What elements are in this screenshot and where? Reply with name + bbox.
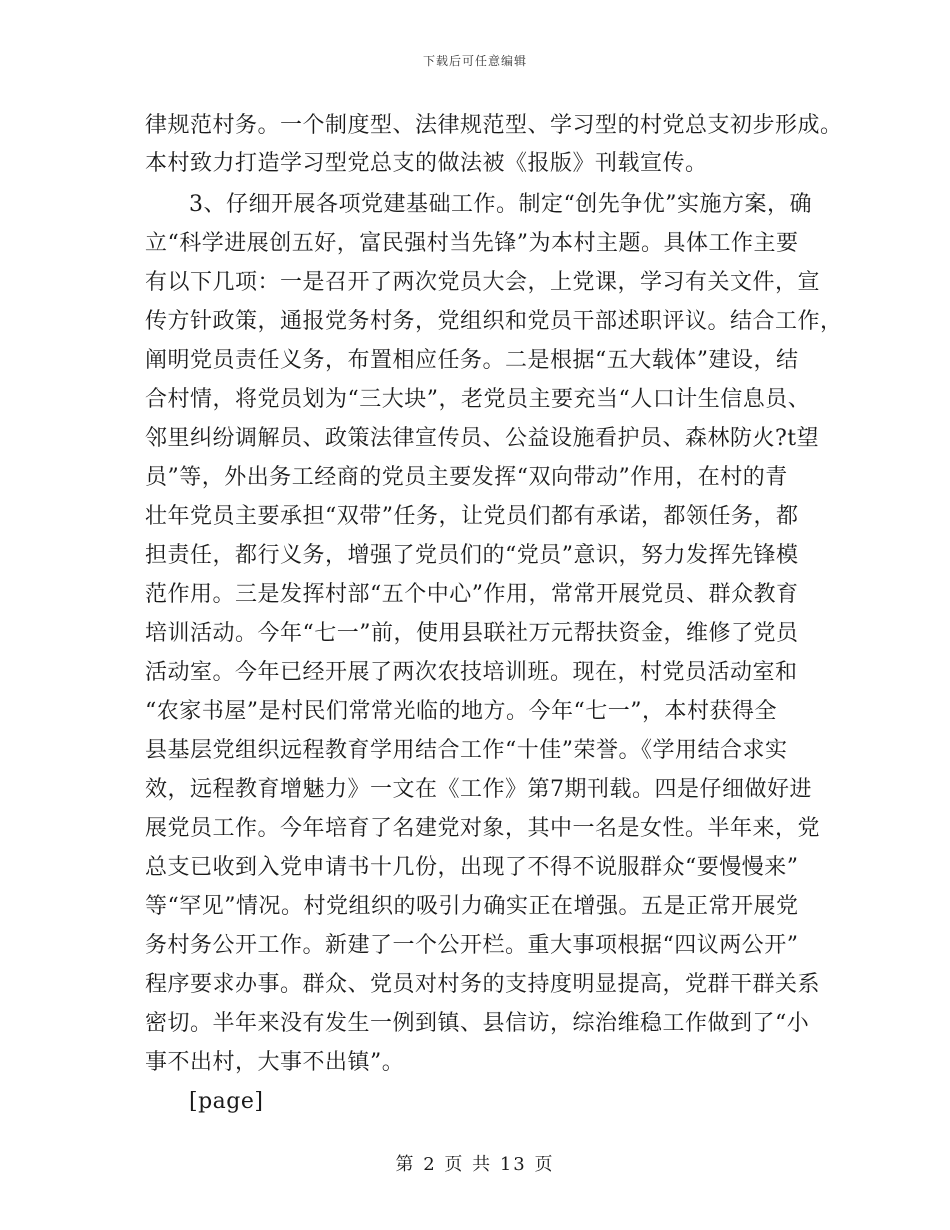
body-line-5: 有以下几项：一是召开了两次党员大会，上党课，学习有关文件，宣 (145, 270, 821, 295)
body-line-25: 事不出村，大事不出镇”。 (145, 1050, 405, 1075)
page-marker: [page] (189, 1089, 264, 1114)
body-line-23: 程序要求办事。群众、党员对村务的支持度明显提高，党群干群关系 (145, 972, 821, 997)
body-line-15: 活动室。今年已经开展了两次农技培训班。现在，村党员活动室和 (145, 660, 798, 685)
body-line-4: 立“科学进展创五好，富民强村当先锋”为本村主题。具体工作主要 (145, 231, 799, 256)
body-line-17: 县基层党组织远程教育学用结合工作“十佳”荣誉。《学用结合求实 (145, 738, 788, 763)
page-footer: 第 2 页 共 13 页 (395, 1154, 555, 1175)
body-line-7: 阐明党员责任义务，布置相应任务。二是根据“五大载体”建设，结 (145, 348, 799, 373)
body-line-6: 传方针政策，通报党务村务，党组织和党员干部述职评议。结合工作， (145, 309, 843, 334)
body-line-13: 范作用。三是发挥村部“五个中心”作用，常常开展党员、群众教育 (145, 582, 799, 607)
body-line-8: 合村情，将党员划为“三大块”，老党员主要充当“人口计生信息员、 (145, 387, 811, 412)
body-line-12: 担责任，都行义务，增强了党员们的“党员”意识，努力发挥先锋模 (145, 543, 799, 568)
body-line-11: 壮年党员主要承担“双带”任务，让党员们都有承诺，都领任务，都 (145, 504, 799, 529)
body-line-10: 员”等，外出务工经商的党员主要发挥“双向带动”作用，在村的青 (145, 465, 788, 490)
body-line-18: 效，远程教育增魅力》一文在《工作》第7期刊载。四是仔细做好进 (145, 777, 812, 802)
body-line-1: 律规范村务。一个制度型、法律规范型、学习型的村党总支初步形成。 (145, 113, 843, 138)
body-line-2: 本村致力打造学习型党总支的做法被《报版》刊载宣传。 (145, 151, 708, 176)
body-line-3: 3、仔细开展各项党建基础工作。制定“创先争优”实施方案，确 (189, 192, 812, 217)
body-line-9: 邻里纠纷调解员、政策法律宣传员、公益设施看护员、森林防火?t望 (145, 426, 820, 451)
body-line-20: 总支已收到入党申请书十几份，出现了不得不说服群众“要慢慢来” (145, 855, 799, 880)
body-line-16: “农家书屋”是村民们常常光临的地方。今年“七一”，本村获得全 (145, 699, 777, 724)
body-line-19: 展党员工作。今年培育了名建党对象，其中一名是女性。半年来，党 (145, 816, 821, 841)
body-line-24: 密切。半年来没有发生一例到镇、县信访，综治维稳工作做到了“小 (145, 1011, 810, 1036)
body-line-14: 培训活动。今年“七一”前，使用县联社万元帮扶资金，维修了党员 (145, 621, 799, 646)
page-header: 下载后可任意编辑 (422, 54, 527, 68)
body-line-22: 务村务公开工作。新建了一个公开栏。重大事项根据“四议两公开” (145, 933, 799, 958)
body-line-21: 等“罕见”情况。村党组织的吸引力确实正在增强。五是正常开展党 (145, 894, 799, 919)
